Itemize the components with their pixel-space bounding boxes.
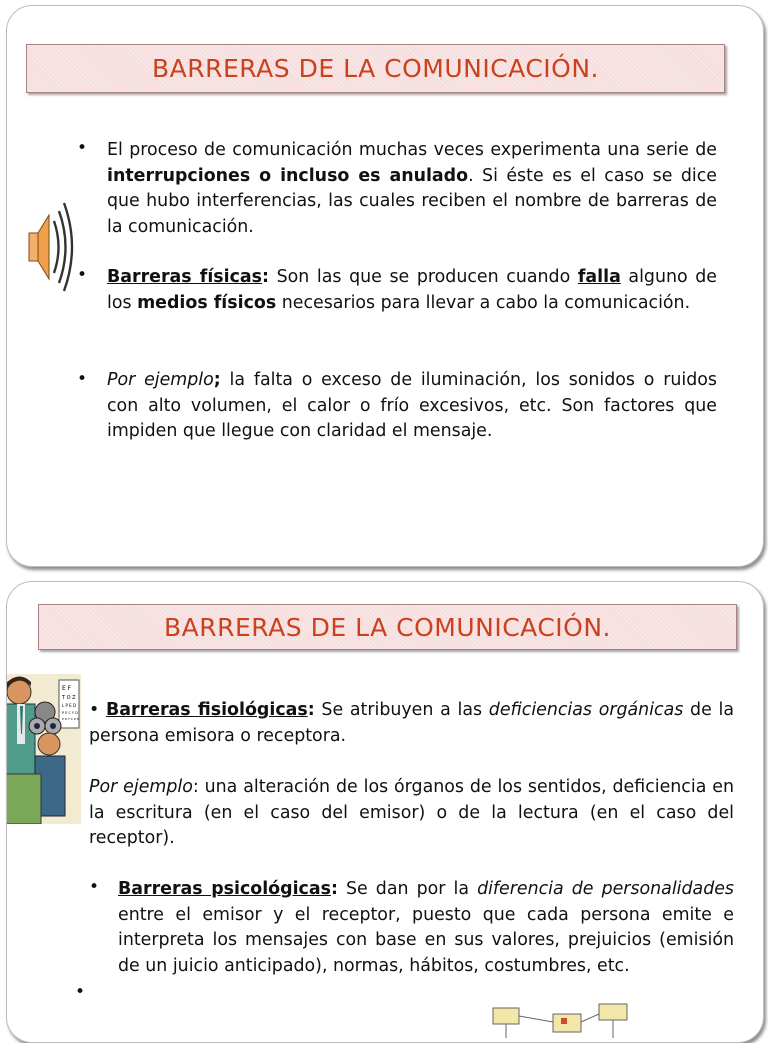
text: Por ejemplo	[89, 777, 193, 797]
text: la falta o exceso de iluminación, los sonidos o ruidos con alto volumen, el calor o frío excesivos, etc. Son factores que impiden que llegue con claridad el mensaje.	[107, 370, 717, 442]
text: ;	[213, 370, 221, 390]
text: Por ejemplo	[107, 370, 214, 390]
text: Son las que se producen cuando	[268, 267, 578, 287]
slide-1-title-box	[26, 44, 725, 93]
slide-1-paragraph-1	[107, 138, 717, 241]
speaker-icon	[25, 195, 77, 299]
emphasis-text: diferencia de personalidades	[477, 879, 734, 899]
text: Se dan por la	[337, 879, 478, 899]
slide-2-title: BARRERAS DE LA COMUNICACIÓN.	[164, 612, 611, 642]
text: :	[330, 879, 338, 899]
slide-1	[6, 5, 764, 567]
text: :	[307, 700, 315, 720]
bullet: •	[89, 877, 100, 897]
text: : una alteración de los órganos de los sentidos, deficiencia en la escritura (en el caso del emisor) o de la lectura (en el caso del receptor).	[89, 777, 734, 849]
slide-1-paragraph-2	[107, 265, 717, 316]
text: de la persona emisora o receptora.	[89, 700, 734, 746]
term-barreras-psicologicas: Barreras psicológicas	[118, 879, 331, 899]
svg-text:P E C F D: P E C F D	[62, 711, 78, 715]
emphasis-text: interrupciones o incluso es anulado	[107, 165, 469, 186]
text: El proceso de comunicación muchas veces experimenta una serie de	[107, 140, 717, 160]
bullet: •	[89, 700, 100, 720]
svg-text:L P E D: L P E D	[62, 703, 77, 708]
slide-2	[6, 581, 764, 1043]
term-barreras-fisiologicas: Barreras fisiológicas	[106, 700, 308, 720]
text: alguno de los	[107, 267, 718, 313]
bullet: •	[77, 265, 88, 285]
svg-text:E D F C Z P: E D F C Z P	[62, 717, 79, 721]
bullet: •	[77, 138, 88, 158]
bullet: •	[77, 369, 88, 389]
text: necesarios para llevar a cabo la comunicación.	[276, 292, 691, 313]
text: . Si éste es el caso se dice que hubo interferencias, las cuales reciben el nombre de barreras de la comunicación.	[107, 165, 717, 238]
eye-exam-clipart	[6, 674, 81, 824]
slide-1-title: BARRERAS DE LA COMUNICACIÓN.	[152, 54, 599, 83]
bullet: •	[75, 982, 86, 1002]
emphasis-text: deficiencias orgánicas	[488, 700, 684, 720]
slide-2-paragraph-2	[89, 775, 734, 852]
svg-text:T O Z: T O Z	[62, 695, 76, 701]
text: :	[262, 267, 269, 287]
slide-2-paragraph-1	[89, 698, 734, 749]
slide-2-title-box	[38, 604, 737, 650]
slide-1-paragraph-3	[107, 368, 717, 445]
term-falla: falla	[577, 267, 621, 287]
text: entre el emisor y el receptor, puesto que cada persona emite e interpreta los mensajes con base en sus valores, prejuicios (emisión de un juicio anticipado), normas, hábitos, costumbres, etc.	[118, 904, 734, 977]
svg-text:E F: E F	[62, 685, 72, 692]
emphasis-text: medios físicos	[137, 292, 277, 313]
slide-2-paragraph-3	[118, 877, 734, 980]
text: Se atribuyen a las	[314, 700, 489, 720]
term-barreras-fisicas: Barreras físicas	[107, 267, 262, 287]
flowchart-clipart	[491, 1002, 641, 1042]
